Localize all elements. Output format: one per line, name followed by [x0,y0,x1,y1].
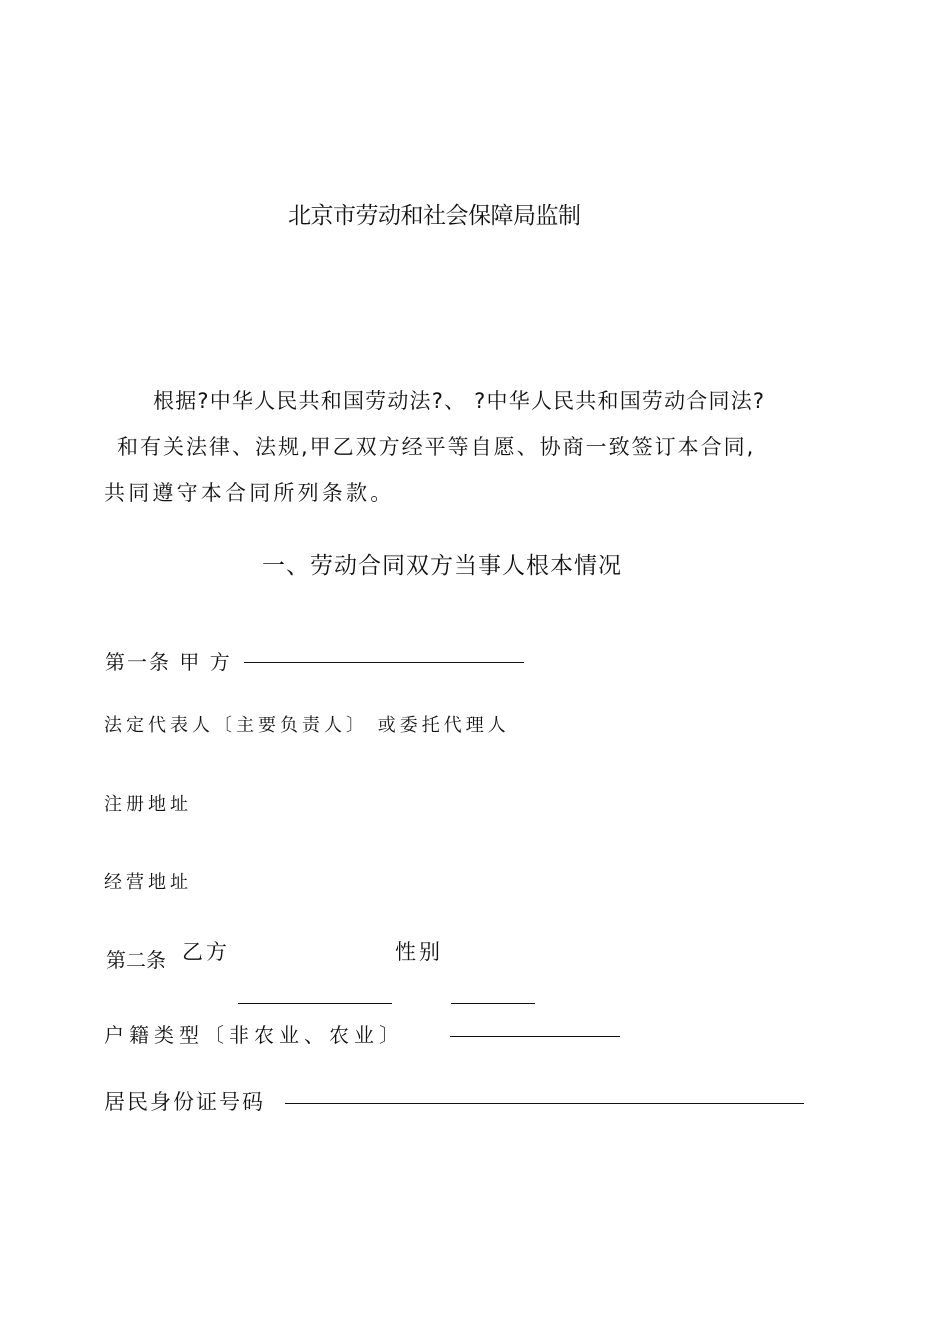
legal-representative-label: 法定代表人〔主要负责人〕 或委托代理人 [104,715,510,736]
business-address-label: 经营地址 [104,872,192,893]
household-type-label: 户籍类型〔非农业、农业〕 [104,1023,404,1047]
article1-label: 第一条 甲 方 [105,650,232,674]
id-number-label: 居民身份证号码 [104,1090,265,1114]
gender-label: 性别 [395,940,443,964]
preamble-line-3: 共同遵守本合同所列条款。 [104,481,395,505]
preamble-line-1: 根据?中华人民共和国劳动法?、 ?中华人民共和国劳动合同法? [153,389,766,413]
household-type-blank-line [450,1036,620,1037]
article2-label: 第二条 [106,948,166,972]
registered-address-label: 注册地址 [104,794,192,815]
id-number-blank-line [285,1103,804,1104]
section-title: 一、劳动合同双方当事人根本情况 [262,553,622,579]
party-a-blank-line [244,662,524,663]
preamble-line-2: 和有关法律、法规,甲乙双方经平等自愿、协商一致签订本合同, [117,435,756,459]
party-b-label: 乙方 [182,940,230,964]
gender-blank-line [451,1003,535,1004]
issuer-title: 北京市劳动和社会保障局监制 [288,203,581,229]
party-b-blank-line [238,1003,392,1004]
